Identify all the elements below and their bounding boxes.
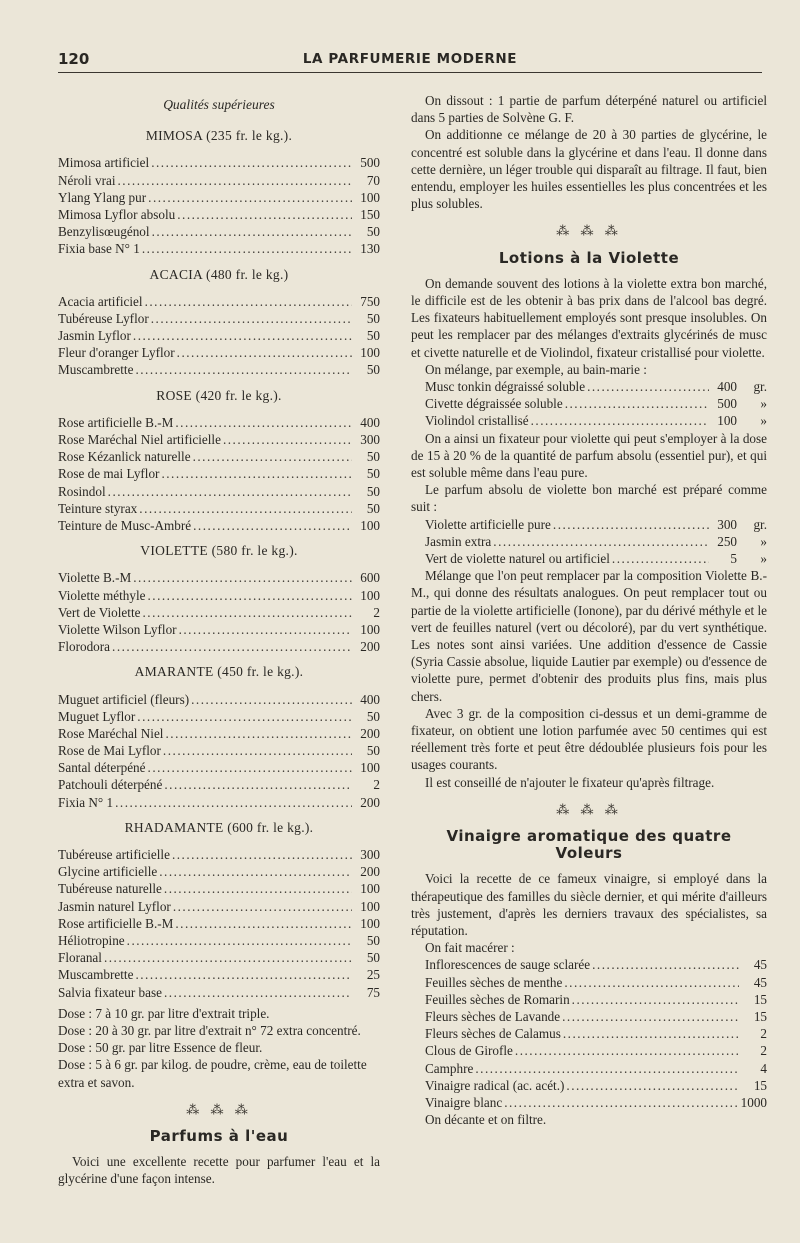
ingredient-name: Rose de mai Lyflor [58, 466, 160, 482]
ingredient-name: Héliotropine [58, 932, 125, 948]
ingredient-row [58, 189, 380, 206]
ingredient-quantity: 25 [366, 967, 380, 983]
dot-leader [164, 776, 352, 793]
dot-leader [108, 483, 352, 500]
ingredient-row [58, 293, 380, 310]
ingredient-row [425, 1025, 767, 1042]
ingredient-quantity: 45 [753, 957, 767, 973]
ingredient-name: Rose artificielle B.-M [58, 414, 174, 430]
dot-leader [135, 966, 352, 983]
ingredient-name: Ylang Ylang pur [58, 189, 147, 205]
dot-leader [193, 448, 352, 465]
dot-leader [175, 414, 352, 431]
ingredient-name: Violette méthyle [58, 587, 146, 603]
ingredient-name: Tubéreuse naturelle [58, 881, 162, 897]
recipe-list [411, 516, 767, 568]
ingredient-name: Vinaigre radical (ac. acét.) [425, 1077, 565, 1093]
ingredient-name: Rose artificielle B.-M [58, 915, 174, 931]
paragraph: On a ainsi un fixateur pour violette qui peut s'employer à la dose de 15 à 20 % de la quantité de parfum absolu (essentiel pur), et qui est soluble même dans l'eau pure. [411, 430, 767, 481]
ingredient-name: Jasmin extra [425, 533, 492, 549]
dot-leader [504, 1094, 738, 1111]
recipe-section [58, 379, 380, 535]
recipe-title: RHADAMANTE (600 fr. le kg.). [124, 819, 314, 835]
recipe-section [58, 811, 380, 1001]
ingredient-unit: » [760, 396, 767, 412]
dot-leader [515, 1042, 739, 1059]
ingredient-quantity: 100 [360, 518, 380, 533]
ingredient-quantity: 300 [717, 516, 737, 532]
dot-leader [133, 569, 352, 586]
ingredient-name: Teinture de Musc-Ambré [58, 518, 192, 533]
ingredient-name: Rose Kézanlick naturelle [58, 449, 191, 465]
ingredient-name: Vert de violette naturel ou artificiel [425, 551, 610, 566]
paragraph: On demande souvent des lotions à la violette extra bon marché, le difficile est de les obtenir à bas prix dans de l'alcool bas degré. Les fixateurs habituellement employés sont presque insolubles. On peut les remplacer par des mélanges d'extraits glycérinés de musc et civette naturelle et de Violindol, fixateur cristallisé pour violette. [411, 275, 767, 360]
ingredient-quantity: 75 [366, 984, 380, 1000]
dot-leader [148, 189, 352, 206]
ingredient-quantity: 45 [753, 974, 767, 990]
ingredient-name: Rosindol [58, 483, 106, 499]
ingredient-name: Glycine artificielle [58, 864, 158, 880]
ingredient-quantity: 200 [360, 639, 380, 655]
ingredient-row [58, 344, 380, 361]
ingredient-row [58, 949, 380, 966]
recipe-title: MIMOSA (235 fr. le kg.). [145, 128, 293, 144]
dot-leader [173, 898, 352, 915]
ingredient-row [58, 500, 380, 517]
ingredient-name: Fleur d'oranger Lyflor [58, 345, 175, 361]
ingredient-name: Muguet artificiel (fleurs) [58, 691, 190, 707]
ingredient-name: Floranal [58, 950, 102, 966]
ornament: ⁂ ⁂ ⁂ [556, 223, 622, 239]
recipe-title: VIOLETTE (580 fr. le kg.). [140, 543, 298, 559]
ingredient-quantity: 50 [366, 449, 380, 465]
ingredient-row [58, 984, 380, 1001]
ingredient-row [58, 206, 380, 223]
ingredient-name: Fleurs sèches de Lavande [425, 1009, 561, 1025]
ingredient-name: Patchouli déterpéné [58, 777, 163, 793]
ingredient-unit: gr. [753, 379, 767, 395]
ingredient-name: Inflorescences de sauge sclarée [425, 957, 591, 973]
section-title: Lotions à la Violette [498, 248, 680, 267]
ingredient-row [58, 915, 380, 932]
recipe-section [58, 258, 380, 379]
recipe-title: AMARANTE (450 fr. le kg.). [134, 664, 304, 680]
ingredient-quantity: 50 [366, 362, 380, 378]
ingredient-name: Fleurs sèches de Calamus [425, 1026, 561, 1042]
ingredient-row [58, 691, 380, 708]
dot-leader [612, 550, 709, 567]
dot-leader [572, 991, 739, 1008]
paragraph: Voici la recette de ce fameux vinaigre, si employé dans la thérapeutique des familles du siècle dernier, et qui mérite d'ailleurs très justement, d'après les derniers travaux des spécialistes, sa réputation. [411, 871, 767, 939]
ingredient-quantity: 50 [366, 500, 380, 516]
ingredient-row [425, 533, 767, 550]
ingredient-quantity: 50 [366, 708, 380, 724]
dot-leader [565, 395, 709, 412]
ingredient-row [58, 846, 380, 863]
recipe-section [58, 655, 380, 811]
ingredient-row [425, 1008, 767, 1025]
ingredient-row [58, 310, 380, 327]
ingredient-name: Florodora [58, 639, 111, 655]
ingredient-row [58, 483, 380, 500]
ingredient-quantity: 50 [366, 950, 380, 966]
ingredient-name: Jasmin naturel Lyflor [58, 898, 171, 914]
ingredient-name: Musc tonkin dégraissé soluble [425, 379, 586, 395]
ingredient-name: Feuilles sèches de Romarin [425, 991, 570, 1007]
ingredient-quantity: 100 [360, 621, 380, 637]
ingredient-row [425, 1060, 767, 1077]
dot-leader [161, 465, 352, 482]
ingredient-quantity: 600 [360, 570, 380, 586]
dot-leader [137, 708, 352, 725]
ingredient-row [58, 898, 380, 915]
ingredient-quantity: 5 [730, 551, 737, 566]
ingredient-row [425, 378, 767, 395]
dot-leader [177, 206, 352, 223]
dot-leader [553, 516, 709, 533]
ingredient-row [58, 587, 380, 604]
ingredient-row [58, 465, 380, 482]
ingredient-quantity: 15 [753, 1009, 767, 1025]
dot-leader [151, 154, 352, 171]
right-column [411, 92, 767, 1128]
ingredient-name: Néroli vrai [58, 172, 116, 188]
ingredient-row [425, 1077, 767, 1094]
recipe-list [411, 956, 767, 1111]
dose-line: Dose : 5 à 6 gr. par kilog. de poudre, crème, eau de toilette extra et savon. [58, 1057, 367, 1090]
paragraph: Voici une excellente recette pour parfumer l'eau et la glycérine d'une façon intense. [58, 1154, 380, 1187]
ingredient-name: Camphre [425, 1060, 474, 1076]
dot-leader [172, 846, 352, 863]
dot-leader [592, 956, 739, 973]
ingredient-name: Tubéreuse Lyflor [58, 310, 149, 326]
ingredient-name: Mimosa Lyflor absolu [58, 206, 176, 222]
dot-leader [179, 621, 352, 638]
recipe-section [58, 534, 380, 655]
ingredient-name: Rose Maréchal Niel [58, 725, 164, 741]
ingredient-name: Muscambrette [58, 967, 134, 983]
ingredient-quantity: 100 [360, 345, 380, 361]
ingredient-name: Violette B.-M [58, 570, 132, 586]
section-title: Parfums à l'eau [149, 1126, 289, 1145]
subtitle: Qualités supérieures [163, 97, 275, 112]
ingredient-quantity: 400 [360, 414, 380, 430]
ingredient-quantity: 100 [360, 915, 380, 931]
ingredient-quantity: 15 [753, 991, 767, 1007]
dose-line: Dose : 7 à 10 gr. par litre d'extrait triple. [58, 1005, 270, 1021]
ingredient-row [58, 638, 380, 655]
ingredient-unit: » [760, 533, 767, 549]
dot-leader [104, 949, 352, 966]
dot-leader [191, 691, 352, 708]
ingredient-name: Jasmin Lyflor [58, 328, 131, 344]
ingredient-row [58, 863, 380, 880]
dot-leader [142, 604, 352, 621]
ingredient-quantity: 100 [360, 881, 380, 897]
dot-leader [177, 344, 352, 361]
ingredient-name: Fixia base N° 1 [58, 241, 140, 257]
ingredient-quantity: 50 [366, 743, 380, 759]
ingredient-row [58, 725, 380, 742]
ingredient-row [58, 154, 380, 171]
ingredient-row [425, 516, 767, 533]
ingredient-row [58, 361, 380, 378]
dose-line: Dose : 50 gr. par litre Essence de fleur. [58, 1040, 263, 1056]
dot-leader [531, 412, 709, 429]
ingredient-name: Teinture styrax [58, 500, 138, 516]
ingredient-name: Rose Maréchal Niel artificielle [58, 432, 221, 448]
ingredient-quantity: 100 [360, 898, 380, 914]
ingredient-name: Clous de Girofle [425, 1043, 513, 1059]
ingredient-quantity: 130 [360, 241, 380, 257]
ingredient-quantity: 200 [360, 864, 380, 880]
dose-line: Dose : 20 à 30 gr. par litre d'extrait n° 72 extra concentré. [58, 1022, 361, 1038]
ingredient-row [425, 956, 767, 973]
ingredient-name: Vinaigre blanc [425, 1094, 503, 1110]
paragraph: On mélange, par exemple, au bain-marie : [425, 361, 647, 377]
dot-leader [564, 974, 739, 991]
ingredient-name: Salvia fixateur base [58, 984, 162, 1000]
ingredient-row [58, 604, 380, 621]
page-header [58, 50, 762, 73]
ingredient-name: Muguet Lyflor [58, 708, 136, 724]
ingredient-row [58, 431, 380, 448]
ingredient-name: Violette artificielle pure [425, 516, 551, 532]
ingredient-quantity: 300 [360, 432, 380, 448]
ingredient-row [58, 880, 380, 897]
paragraph: On fait macérer : [425, 940, 515, 956]
ingredient-row [58, 621, 380, 638]
dot-leader [151, 310, 352, 327]
ingredient-name: Violindol cristallisé [425, 413, 529, 429]
ingredient-row [58, 569, 380, 586]
dot-leader [142, 240, 352, 257]
ingredient-quantity: 15 [753, 1077, 767, 1093]
section-title: Vinaigre aromatique des quatre Voleurs [446, 827, 732, 863]
ingredient-quantity: 50 [366, 310, 380, 326]
dot-leader [118, 172, 353, 189]
dot-leader [115, 794, 352, 811]
ingredient-row [425, 395, 767, 412]
ingredient-quantity: 300 [360, 847, 380, 863]
ingredient-name: Benzylisœugénol [58, 224, 150, 240]
ingredient-unit: » [760, 551, 767, 566]
paragraph: On décante et on filtre. [425, 1112, 547, 1128]
dot-leader [587, 378, 709, 395]
ingredient-quantity: 100 [360, 587, 380, 603]
ingredient-row [58, 172, 380, 189]
ingredient-row [58, 223, 380, 240]
ingredient-quantity: 1000 [740, 1094, 767, 1110]
dot-leader [563, 1025, 739, 1042]
ingredient-quantity: 4 [760, 1060, 767, 1076]
ingredient-name: Tubéreuse artificielle [58, 847, 170, 863]
ingredient-row [58, 240, 380, 257]
ingredient-row [425, 1042, 767, 1059]
ingredient-unit: » [760, 413, 767, 429]
recipe-sections [58, 119, 380, 1001]
ingredient-row [58, 776, 380, 793]
dot-leader [562, 1008, 739, 1025]
ingredient-quantity: 50 [366, 224, 380, 240]
dot-leader [165, 725, 352, 742]
ingredient-quantity: 400 [360, 691, 380, 707]
ingredient-name: Vert de Violette [58, 604, 141, 620]
ingredient-quantity: 2 [760, 1043, 767, 1059]
ingredient-quantity: 100 [717, 413, 737, 429]
dot-leader [163, 742, 352, 759]
dot-leader [175, 915, 352, 932]
page-number: 120 [58, 50, 90, 68]
ingredient-quantity: 250 [717, 533, 737, 549]
ingredient-name: Rose de Mai Lyflor [58, 743, 161, 759]
paragraph: On additionne ce mélange de 20 à 30 parties de glycérine, le concentré est soluble dans la glycérine et dans l'eau. Il donne dans cette dernière, un léger trouble qui disparaît au filtrage. Il faut, bien entendu, employer les huiles essentielles les plus concentrées et les plus solubles. [411, 127, 767, 212]
dot-leader [152, 223, 352, 240]
ingredient-quantity: 750 [360, 293, 380, 309]
recipe-section [58, 119, 380, 257]
dot-leader [475, 1060, 739, 1077]
paragraph: Mélange que l'on peut remplacer par la composition Violette B.-M., qui donne des résultats analogues. On peut remplacer tout ou partie de la violette artificielle (Ionone), par du dérivé méthyle et le vert de feuilles naturel (vert ou décoloré), par du vert synthétique. Les notes sont ainsi variées. Une addition d'essence de Cassie (Syria Cassie absolue, liquide Lautier par exemple) ou d'essence de violette pure, permet d'obtenir des produits plus fins, mais plus chers. [411, 568, 767, 704]
ingredient-name: Violette Wilson Lyflor [58, 621, 177, 637]
dot-leader [147, 587, 352, 604]
dot-leader [223, 431, 352, 448]
ingredient-row [58, 794, 380, 811]
ingredient-quantity: 50 [366, 483, 380, 499]
ingredient-row [425, 550, 767, 567]
ingredient-name: Acacia artificiel [58, 293, 143, 309]
ingredient-row [58, 759, 380, 776]
ornament: ⁂ ⁂ ⁂ [186, 1101, 252, 1117]
dot-leader [493, 533, 709, 550]
ingredient-quantity: 200 [360, 725, 380, 741]
dot-leader [566, 1077, 739, 1094]
ingredient-row [58, 932, 380, 949]
left-column [58, 92, 380, 1188]
ingredient-row [58, 414, 380, 431]
ingredient-quantity: 100 [360, 760, 380, 776]
ingredient-row [58, 448, 380, 465]
dot-leader [164, 984, 352, 1001]
paragraph: On dissout : 1 partie de parfum déterpéné naturel ou artificiel dans 5 parties de Solvène G. F. [411, 93, 767, 126]
ingredient-quantity: 2 [760, 1026, 767, 1042]
paragraph: Il est conseillé de n'ajouter le fixateur qu'après filtrage. [425, 774, 715, 790]
recipe-title: ACACIA (480 fr. le kg.) [149, 266, 289, 282]
ingredient-row [425, 1094, 767, 1111]
ingredient-quantity: 400 [717, 379, 737, 395]
recipe-title: ROSE (420 fr. le kg.). [156, 387, 282, 403]
dot-leader [112, 638, 352, 655]
ingredient-name: Santal déterpéné [58, 760, 146, 776]
ingredient-unit: gr. [753, 516, 767, 532]
ingredient-quantity: 150 [360, 206, 380, 222]
ingredient-quantity: 100 [360, 189, 380, 205]
ingredient-row [425, 991, 767, 1008]
ornament: ⁂ ⁂ ⁂ [556, 801, 622, 817]
ingredient-quantity: 500 [717, 396, 737, 412]
ingredient-quantity: 2 [373, 604, 380, 620]
ingredient-row [58, 966, 380, 983]
paragraph: Avec 3 gr. de la composition ci-dessus et un demi-gramme de fixateur, on obtient une lotion parfumée avec 50 centimes qui est réellement très forte et peut être dédoublée plusieurs fois pour les usages courants. [411, 705, 767, 773]
ingredient-row [58, 742, 380, 759]
ingredient-quantity: 500 [360, 155, 380, 171]
ingredient-name: Feuilles sèches de menthe [425, 974, 563, 990]
ingredient-quantity: 2 [373, 777, 380, 793]
recipe-list [411, 378, 767, 430]
paragraph: Le parfum absolu de violette bon marché est préparé comme suit : [411, 482, 767, 515]
ingredient-row [425, 974, 767, 991]
dot-leader [139, 500, 352, 517]
dot-leader [193, 517, 352, 534]
ingredient-quantity: 70 [366, 172, 380, 188]
ingredient-quantity: 50 [366, 466, 380, 482]
dot-leader [148, 759, 352, 776]
ingredient-name: Mimosa artificiel [58, 155, 150, 171]
dot-leader [145, 293, 352, 310]
ingredient-quantity: 200 [360, 794, 380, 810]
dot-leader [133, 327, 352, 344]
ingredient-row [58, 517, 380, 534]
dot-leader [127, 932, 352, 949]
ingredient-row [58, 327, 380, 344]
ingredient-quantity: 50 [366, 932, 380, 948]
ingredient-name: Fixia N° 1 [58, 794, 114, 810]
ingredient-name: Civette dégraissée soluble [425, 396, 563, 412]
dot-leader [159, 863, 352, 880]
ingredient-row [58, 708, 380, 725]
dot-leader [135, 361, 352, 378]
dot-leader [164, 880, 352, 897]
ingredient-quantity: 50 [366, 328, 380, 344]
ingredient-name: Muscambrette [58, 362, 134, 378]
running-title: LA PARFUMERIE MODERNE [302, 51, 518, 67]
ingredient-row [425, 412, 767, 429]
